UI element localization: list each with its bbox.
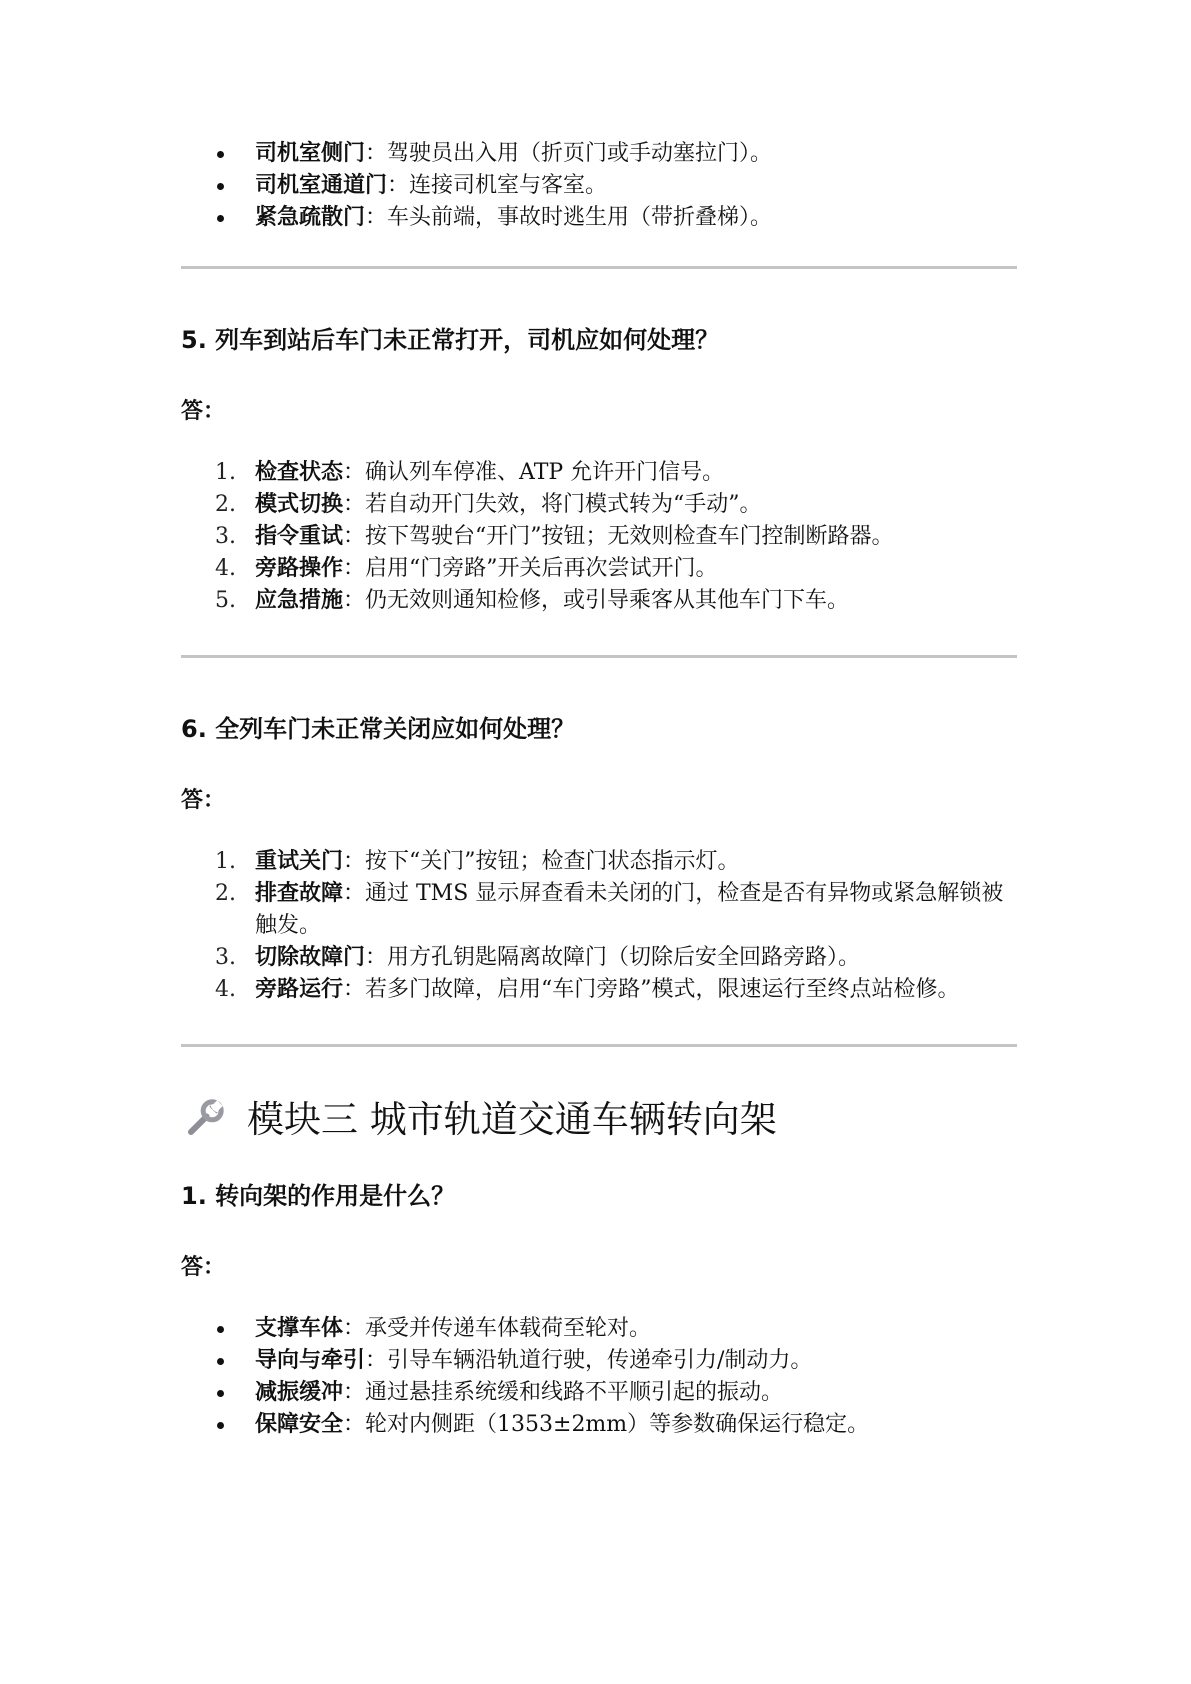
section-divider [181,1044,1017,1047]
bullet-icon [217,1422,224,1429]
list-item: 3. 切除故障门：用方孔钥匙隔离故障门（切除后安全回路旁路）。 [215,945,861,970]
document-content [181,138,1017,1441]
list-item: 4. 旁路操作：启用“门旁路”开关后再次尝试开门。 [215,556,718,581]
list-item: 司机室侧门：驾驶员出入用（折页门或手动塞拉门）。 [181,138,1017,170]
bullet-icon [217,183,224,190]
module-heading [181,1095,1017,1145]
module-title: 模块三 城市轨道交通车辆转向架 [247,1098,777,1141]
question-title: 6. 全列车门未正常关闭应如何处理？ [181,715,576,743]
question-title: 5. 列车到站后车门未正常打开，司机应如何处理？ [181,326,720,354]
bogie-functions-list [181,1313,1017,1441]
list-item: 2. 排查故障：通过 TMS 显示屏查看未关闭的门，检查是否有异物或紧急解锁被触发。 [215,881,1004,938]
answer-label: 答： [181,399,226,424]
bullet-icon [217,151,224,158]
list-item: 司机室通道门：连接司机室与客室。 [181,170,1017,202]
bullet-icon [217,1358,224,1365]
q5-steps-list [181,457,1017,617]
list-item: 1. 检查状态：确认列车停准、ATP 允许开门信号。 [215,460,725,485]
door-types-list [181,138,1017,234]
list-item: 支撑车体：承受并传递车体载荷至轮对。 [181,1313,1017,1345]
section-divider [181,655,1017,658]
list-item: 2. 模式切换：若自动开门失效，将门模式转为“手动”。 [215,492,762,517]
answer-label: 答： [181,788,226,813]
list-item: 3. 指令重试：按下驾驶台“开门”按钮；无效则检查车门控制断路器。 [215,524,894,549]
list-item: 减振缓冲：通过悬挂系统缓和线路不平顺引起的振动。 [181,1377,1017,1409]
list-item: 保障安全：轮对内侧距（1353±2mm）等参数确保运行稳定。 [181,1409,1017,1441]
bullet-icon [217,215,224,222]
list-item: 5. 应急措施：仍无效则通知检修，或引导乘客从其他车门下车。 [215,588,850,613]
list-item: 1. 重试关门：按下“关门”按钮；检查门状态指示灯。 [215,849,740,874]
list-item: 紧急疏散门：车头前端，事故时逃生用（带折叠梯）。 [181,202,1017,234]
answer-label: 答： [181,1255,226,1280]
list-item: 导向与牵引：引导车辆沿轨道行驶，传递牵引力/制动力。 [181,1345,1017,1377]
q6-steps-list [181,846,1017,1006]
bullet-icon [217,1326,224,1333]
wrench-icon [181,1098,225,1142]
bullet-icon [217,1390,224,1397]
question-title: 1. 转向架的作用是什么？ [181,1182,456,1210]
section-divider [181,266,1017,269]
list-item: 4. 旁路运行：若多门故障，启用“车门旁路”模式，限速运行至终点站检修。 [215,977,960,1002]
